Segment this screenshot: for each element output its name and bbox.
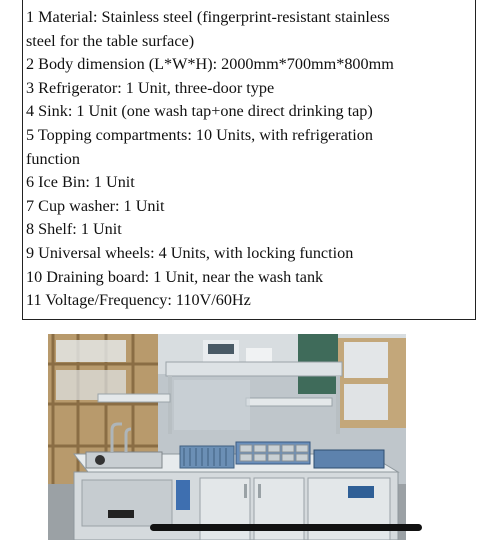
spec-line-draining-board: 10 Draining board: 1 Unit, near the wash tank [26, 267, 324, 286]
spec-line-sink: 4 Sink: 1 Unit (one wash tap+one direct drinking tap) [26, 102, 373, 121]
product-photo [48, 334, 406, 540]
spec-line-dimension: 2 Body dimension (L*W*H): 2000mm*700mm*800mm [26, 55, 394, 74]
spec-table [22, 0, 476, 320]
spec-line-refrigerator: 3 Refrigerator: 1 Unit, three-door type [26, 78, 275, 97]
spec-line-wheels: 9 Universal wheels: 4 Units, with locking function [26, 243, 354, 262]
spec-line-voltage: 11 Voltage/Frequency: 110V/60Hz [26, 291, 251, 310]
spec-line-ice-bin: 6 Ice Bin: 1 Unit [26, 173, 135, 192]
spec-line-cup-washer: 7 Cup washer: 1 Unit [26, 196, 165, 215]
spec-line-material: 1 Material: Stainless steel (fingerprint-resistant stainless [26, 8, 390, 26]
spec-list [26, 6, 471, 313]
spec-line-material-cont: steel for the table surface) [26, 31, 195, 50]
spec-line-shelf: 8 Shelf: 1 Unit [26, 220, 122, 239]
spec-line-topping: 5 Topping compartments: 10 Units, with refrigeration [26, 125, 373, 144]
spec-line-topping-cont: function [26, 149, 80, 168]
home-indicator-bar[interactable] [150, 524, 422, 531]
